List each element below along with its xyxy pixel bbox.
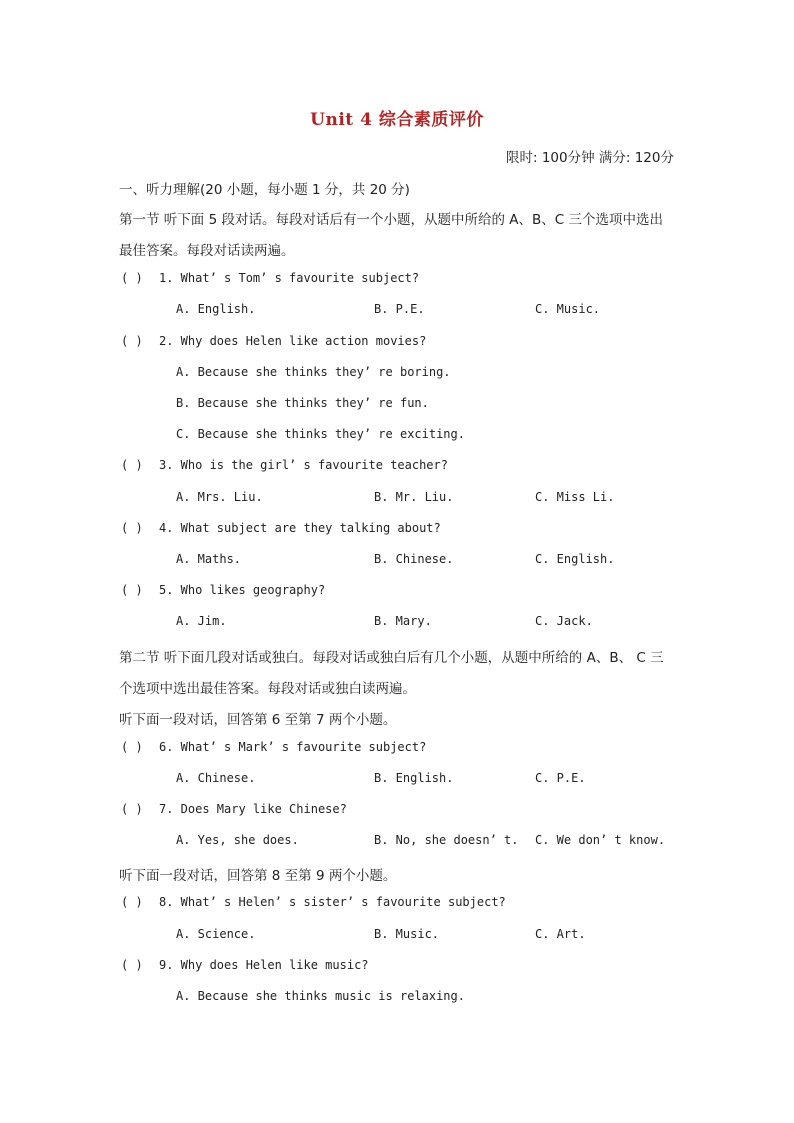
question-5 bbox=[121, 583, 325, 597]
question-2 bbox=[121, 334, 426, 348]
question-text: 6. What’ s Mark’ s favourite subject? bbox=[159, 740, 427, 754]
answer-blank[interactable]: ( ) bbox=[121, 521, 143, 535]
option-c: C. Music. bbox=[535, 302, 601, 316]
question-4 bbox=[121, 521, 441, 535]
time-limit: 限时: 100分钟 满分: 120分 bbox=[505, 150, 674, 166]
answer-blank[interactable]: ( ) bbox=[121, 802, 143, 816]
dialog-instruction-6-7: 听下面一段对话，回答第 6 至第 7 两个小题。 bbox=[119, 712, 397, 728]
section2-instruction-line1: 第二节 听下面几段对话或独白。每段对话或独白后有几个小题，从题中所给的 A、B、 C 三 bbox=[119, 650, 664, 666]
question-6 bbox=[121, 740, 426, 754]
question-3 bbox=[121, 458, 448, 472]
question-text: 7. Does Mary like Chinese? bbox=[159, 802, 347, 816]
question-text: 2. Why does Helen like action movies? bbox=[159, 334, 427, 348]
option-a: A. Because she thinks music is relaxing. bbox=[176, 989, 465, 1003]
option-a: A. Jim. bbox=[176, 614, 227, 628]
option-b: B. P.E. bbox=[374, 302, 425, 316]
option-b: B. Because she thinks they’ re fun. bbox=[176, 396, 429, 410]
part1-heading: 一、听力理解(20 小题，每小题 1 分，共 20 分) bbox=[119, 182, 410, 198]
option-a: A. Maths. bbox=[176, 552, 242, 566]
option-b: B. Mary. bbox=[374, 614, 432, 628]
option-b: B. No, she doesn’ t. bbox=[374, 833, 519, 847]
question-1 bbox=[121, 271, 419, 285]
question-text: 1. What’ s Tom’ s favourite subject? bbox=[159, 271, 420, 285]
section1-instruction-line1: 第一节 听下面 5 段对话。每段对话后有一个小题，从题中所给的 A、B、C 三个选项中选出 bbox=[119, 212, 663, 228]
option-b: B. Chinese. bbox=[374, 552, 454, 566]
answer-blank[interactable]: ( ) bbox=[121, 740, 143, 754]
option-b: B. English. bbox=[374, 771, 454, 785]
option-a: A. English. bbox=[176, 302, 256, 316]
option-c: C. Jack. bbox=[535, 614, 593, 628]
option-c: C. Art. bbox=[535, 927, 586, 941]
option-a: A. Mrs. Liu. bbox=[176, 490, 263, 504]
question-text: 9. Why does Helen like music? bbox=[159, 958, 369, 972]
question-9 bbox=[121, 958, 369, 972]
page-title: Unit 4 综合素质评价 bbox=[310, 110, 484, 130]
option-c: C. English. bbox=[535, 552, 615, 566]
answer-blank[interactable]: ( ) bbox=[121, 895, 143, 909]
option-b: B. Mr. Liu. bbox=[374, 490, 454, 504]
question-text: 3. Who is the girl’ s favourite teacher? bbox=[159, 458, 448, 472]
option-c: C. Because she thinks they’ re exciting. bbox=[176, 427, 465, 441]
question-text: 4. What subject are they talking about? bbox=[159, 521, 441, 535]
option-a: A. Yes, she does. bbox=[176, 833, 299, 847]
answer-blank[interactable]: ( ) bbox=[121, 334, 143, 348]
option-b: B. Music. bbox=[374, 927, 440, 941]
question-text: 8. What’ s Helen’ s sister’ s favourite subject? bbox=[159, 895, 506, 909]
answer-blank[interactable]: ( ) bbox=[121, 583, 143, 597]
question-text: 5. Who likes geography? bbox=[159, 583, 326, 597]
dialog-instruction-8-9: 听下面一段对话，回答第 8 至第 9 两个小题。 bbox=[119, 868, 397, 884]
question-8 bbox=[121, 895, 506, 909]
option-c: C. We don’ t know. bbox=[535, 833, 666, 847]
option-c: C. Miss Li. bbox=[535, 490, 615, 504]
option-a: A. Science. bbox=[176, 927, 256, 941]
answer-blank[interactable]: ( ) bbox=[121, 271, 143, 285]
answer-blank[interactable]: ( ) bbox=[121, 958, 143, 972]
section1-instruction-line2: 最佳答案。每段对话读两遍。 bbox=[119, 243, 295, 259]
option-a: A. Because she thinks they’ re boring. bbox=[176, 365, 451, 379]
section2-instruction-line2: 个选项中选出最佳答案。每段对话或独白读两遍。 bbox=[119, 681, 416, 697]
option-c: C. P.E. bbox=[535, 771, 586, 785]
option-a: A. Chinese. bbox=[176, 771, 256, 785]
answer-blank[interactable]: ( ) bbox=[121, 458, 143, 472]
question-7 bbox=[121, 802, 347, 816]
